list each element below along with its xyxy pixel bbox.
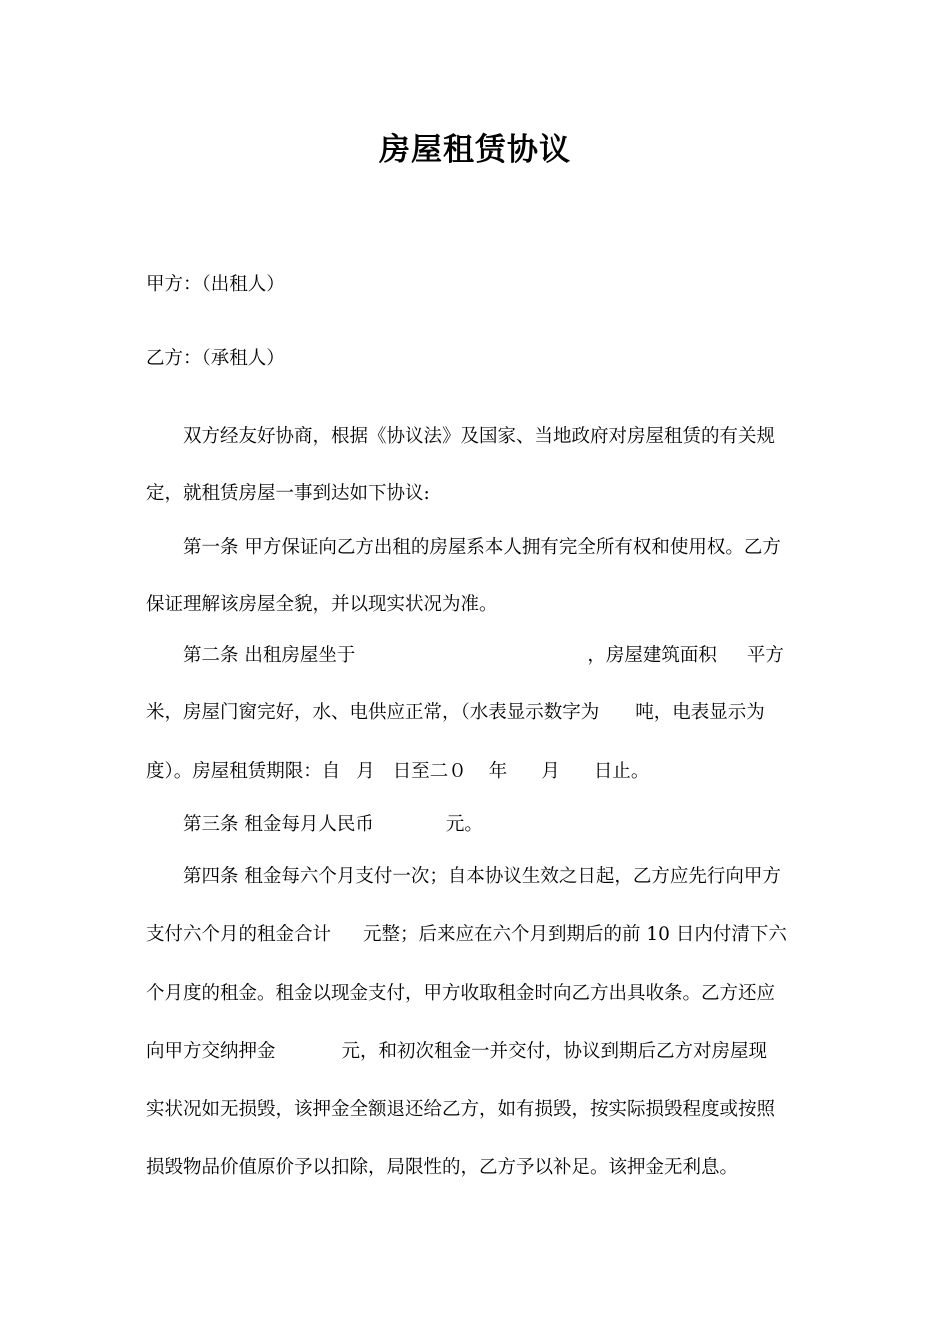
article-2-text: 月 <box>541 761 560 782</box>
article-2-text: 年 <box>488 761 508 782</box>
article-2-text: 日至二０ <box>392 761 467 782</box>
article-4-line-1: 第四条 租金每六个月支付一次；自本协议生效之日起，乙方应先行向甲方 <box>183 866 781 887</box>
article-4-text: 元，和初次租金一并交付，协议到期后乙方对房屋现 <box>341 1041 768 1062</box>
article-3-line <box>183 812 483 838</box>
article-4-text: 支付六个月的租金合计 <box>146 924 332 945</box>
article-4-line-3: 个月度的租金。租金以现金支付，甲方收取租金时向乙方出具收条。乙方还应 <box>146 983 776 1004</box>
article-3-text: 元。 <box>445 814 483 835</box>
intro-line-2: 定，就租赁房屋一事到达如下协议: <box>146 483 430 504</box>
party-a-line: 甲方：（出租人） <box>146 274 285 295</box>
article-2-text: 第二条 出租房屋坐于 <box>183 645 356 666</box>
article-2-line-1 <box>183 643 784 669</box>
article-2-text: ，房屋建筑面积 <box>587 645 717 666</box>
article-4-line-6: 损毁物品价值原价予以扣除，局限性的，乙方予以补足。该押金无利息。 <box>146 1157 739 1178</box>
document-title: 房屋租赁协议 <box>379 132 571 168</box>
article-1-line-1: 第一条 甲方保证向乙方出租的房屋系本人拥有完全所有权和使用权。乙方 <box>183 537 781 558</box>
article-2-text: 度）。房屋租赁期限：自 <box>146 761 341 782</box>
article-4-line-4 <box>146 1039 767 1065</box>
article-4-line-2 <box>146 922 787 948</box>
intro-line-1: 双方经友好协商，根据《协议法》及国家、当地政府对房屋租赁的有关规 <box>183 426 776 447</box>
article-1-line-2: 保证理解该房屋全貌，并以现实状况为准。 <box>146 594 498 615</box>
article-4-text: 元整；后来应在六个月到期后的前 10 日内付清下六 <box>363 924 787 945</box>
article-2-line-2 <box>146 700 765 726</box>
party-b-line: 乙方：（承租人） <box>146 348 285 369</box>
article-2-line-3 <box>146 759 649 785</box>
article-3-text: 第三条 租金每月人民币 <box>183 814 374 835</box>
article-2-text: 吨，电表显示为 <box>635 702 765 723</box>
article-2-text: 月 <box>356 761 375 782</box>
article-4-line-5: 实状况如无损毁，该押金全额退还给乙方，如有损毁，按实际损毁程度或按照 <box>146 1099 776 1120</box>
article-2-text: 平方 <box>746 645 784 666</box>
article-2-text: 日止。 <box>593 761 650 782</box>
article-4-text: 向甲方交纳押金 <box>146 1041 276 1062</box>
article-2-text: 米，房屋门窗完好，水、电供应正常，（水表显示数字为 <box>146 702 600 723</box>
